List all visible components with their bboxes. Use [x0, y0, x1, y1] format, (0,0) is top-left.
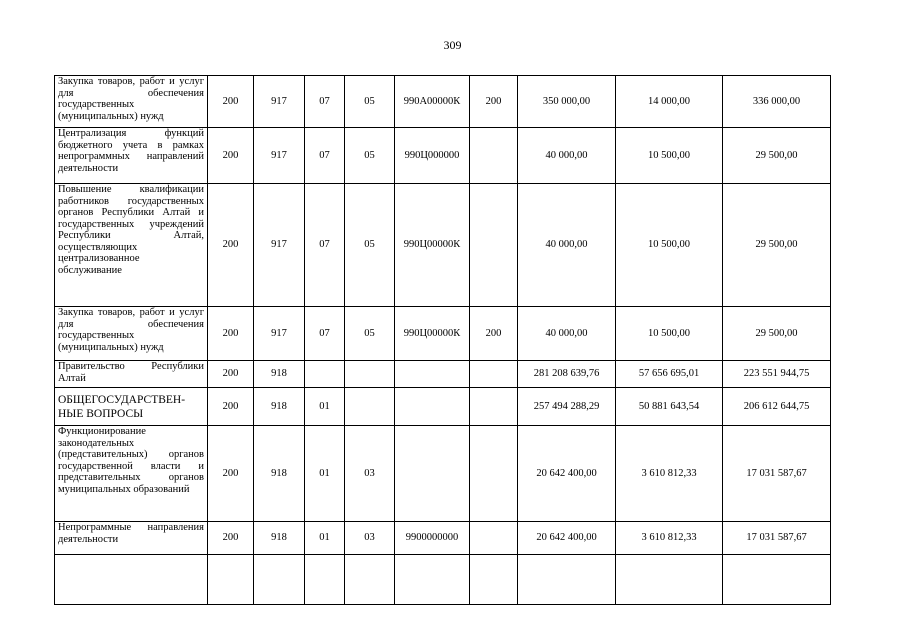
admin-cell: 200	[208, 128, 254, 184]
row-name: Функционирование законодательных (представительных) органов государственной власти и представительных органов муниципальных образований	[55, 426, 208, 522]
change-cell: 14 000,00	[616, 76, 723, 128]
section-cell: 07	[305, 128, 345, 184]
section-cell: 01	[305, 426, 345, 522]
expense-type-cell	[470, 361, 518, 388]
plan-cell: 20 642 400,00	[518, 522, 616, 555]
code-cell: 917	[254, 184, 305, 307]
row-name: Непрограммные направления деятельности	[55, 522, 208, 555]
empty-cell	[470, 555, 518, 605]
change-cell: 50 881 643,54	[616, 388, 723, 426]
plan-cell: 281 208 639,76	[518, 361, 616, 388]
expense-type-cell	[470, 184, 518, 307]
subsection-cell	[345, 361, 395, 388]
table-row-empty	[55, 555, 831, 605]
total-cell: 336 000,00	[723, 76, 831, 128]
admin-cell: 200	[208, 522, 254, 555]
section-cell: 01	[305, 522, 345, 555]
page-number: 309	[443, 38, 462, 52]
table-row	[55, 76, 831, 128]
change-cell: 10 500,00	[616, 307, 723, 361]
expense-type-cell	[470, 426, 518, 522]
change-cell: 57 656 695,01	[616, 361, 723, 388]
table-row	[55, 522, 831, 555]
target-cell	[395, 361, 470, 388]
target-cell	[395, 426, 470, 522]
empty-cell	[616, 555, 723, 605]
code-cell: 918	[254, 388, 305, 426]
change-cell: 10 500,00	[616, 128, 723, 184]
plan-cell: 20 642 400,00	[518, 426, 616, 522]
change-cell: 3 610 812,33	[616, 522, 723, 555]
empty-cell	[55, 555, 208, 605]
target-cell: 990Ц00000К	[395, 307, 470, 361]
row-name: Правительство Республики Алтай	[55, 361, 208, 388]
subsection-cell	[345, 388, 395, 426]
admin-cell: 200	[208, 361, 254, 388]
expense-type-cell	[470, 128, 518, 184]
expense-type-cell: 200	[470, 307, 518, 361]
expense-type-cell	[470, 522, 518, 555]
table-row	[55, 361, 831, 388]
code-cell: 917	[254, 76, 305, 128]
table-row	[55, 307, 831, 361]
code-cell: 917	[254, 128, 305, 184]
subsection-cell: 03	[345, 522, 395, 555]
total-cell: 223 551 944,75	[723, 361, 831, 388]
subsection-cell: 05	[345, 184, 395, 307]
table-row	[55, 128, 831, 184]
total-cell: 206 612 644,75	[723, 388, 831, 426]
table-row	[55, 388, 831, 426]
plan-cell: 40 000,00	[518, 307, 616, 361]
budget-table	[54, 75, 831, 605]
target-cell: 9900000000	[395, 522, 470, 555]
code-cell: 917	[254, 307, 305, 361]
empty-cell	[395, 555, 470, 605]
admin-cell: 200	[208, 426, 254, 522]
target-cell: 990Ц00000К	[395, 184, 470, 307]
target-cell: 990А00000К	[395, 76, 470, 128]
total-cell: 17 031 587,67	[723, 522, 831, 555]
subsection-cell: 05	[345, 76, 395, 128]
empty-cell	[518, 555, 616, 605]
change-cell: 10 500,00	[616, 184, 723, 307]
subsection-cell: 03	[345, 426, 395, 522]
admin-cell: 200	[208, 76, 254, 128]
section-cell: 07	[305, 307, 345, 361]
target-cell	[395, 388, 470, 426]
section-cell: 01	[305, 388, 345, 426]
empty-cell	[254, 555, 305, 605]
section-cell: 07	[305, 184, 345, 307]
section-cell: 07	[305, 76, 345, 128]
subsection-cell: 05	[345, 307, 395, 361]
code-cell: 918	[254, 361, 305, 388]
admin-cell: 200	[208, 184, 254, 307]
plan-cell: 257 494 288,29	[518, 388, 616, 426]
change-cell: 3 610 812,33	[616, 426, 723, 522]
admin-cell: 200	[208, 307, 254, 361]
plan-cell: 40 000,00	[518, 184, 616, 307]
total-cell: 17 031 587,67	[723, 426, 831, 522]
empty-cell	[305, 555, 345, 605]
section-cell	[305, 361, 345, 388]
row-name: Централизация функций бюджетного учета в рамках непрограммных направлений деятельности	[55, 128, 208, 184]
expense-type-cell: 200	[470, 76, 518, 128]
target-cell: 990Ц000000	[395, 128, 470, 184]
empty-cell	[208, 555, 254, 605]
code-cell: 918	[254, 426, 305, 522]
row-name: Повышение квалификации работников государственных органов Республики Алтай и государственных учреждений Республики Алтай, осуществляющих централизованное обслуживание	[55, 184, 208, 307]
admin-cell: 200	[208, 388, 254, 426]
row-name: Закупка товаров, работ и услуг для обеспечения государственных (муниципальных) нужд	[55, 307, 208, 361]
code-cell: 918	[254, 522, 305, 555]
table-row	[55, 426, 831, 522]
empty-cell	[723, 555, 831, 605]
row-name: Закупка товаров, работ и услуг для обеспечения государственных (муниципальных) нужд	[55, 76, 208, 128]
total-cell: 29 500,00	[723, 307, 831, 361]
plan-cell: 350 000,00	[518, 76, 616, 128]
expense-type-cell	[470, 388, 518, 426]
total-cell: 29 500,00	[723, 128, 831, 184]
total-cell: 29 500,00	[723, 184, 831, 307]
plan-cell: 40 000,00	[518, 128, 616, 184]
subsection-cell: 05	[345, 128, 395, 184]
table-row	[55, 184, 831, 307]
empty-cell	[345, 555, 395, 605]
row-name: ОБЩЕГОСУДАРСТВЕН-НЫЕ ВОПРОСЫ	[55, 388, 208, 426]
